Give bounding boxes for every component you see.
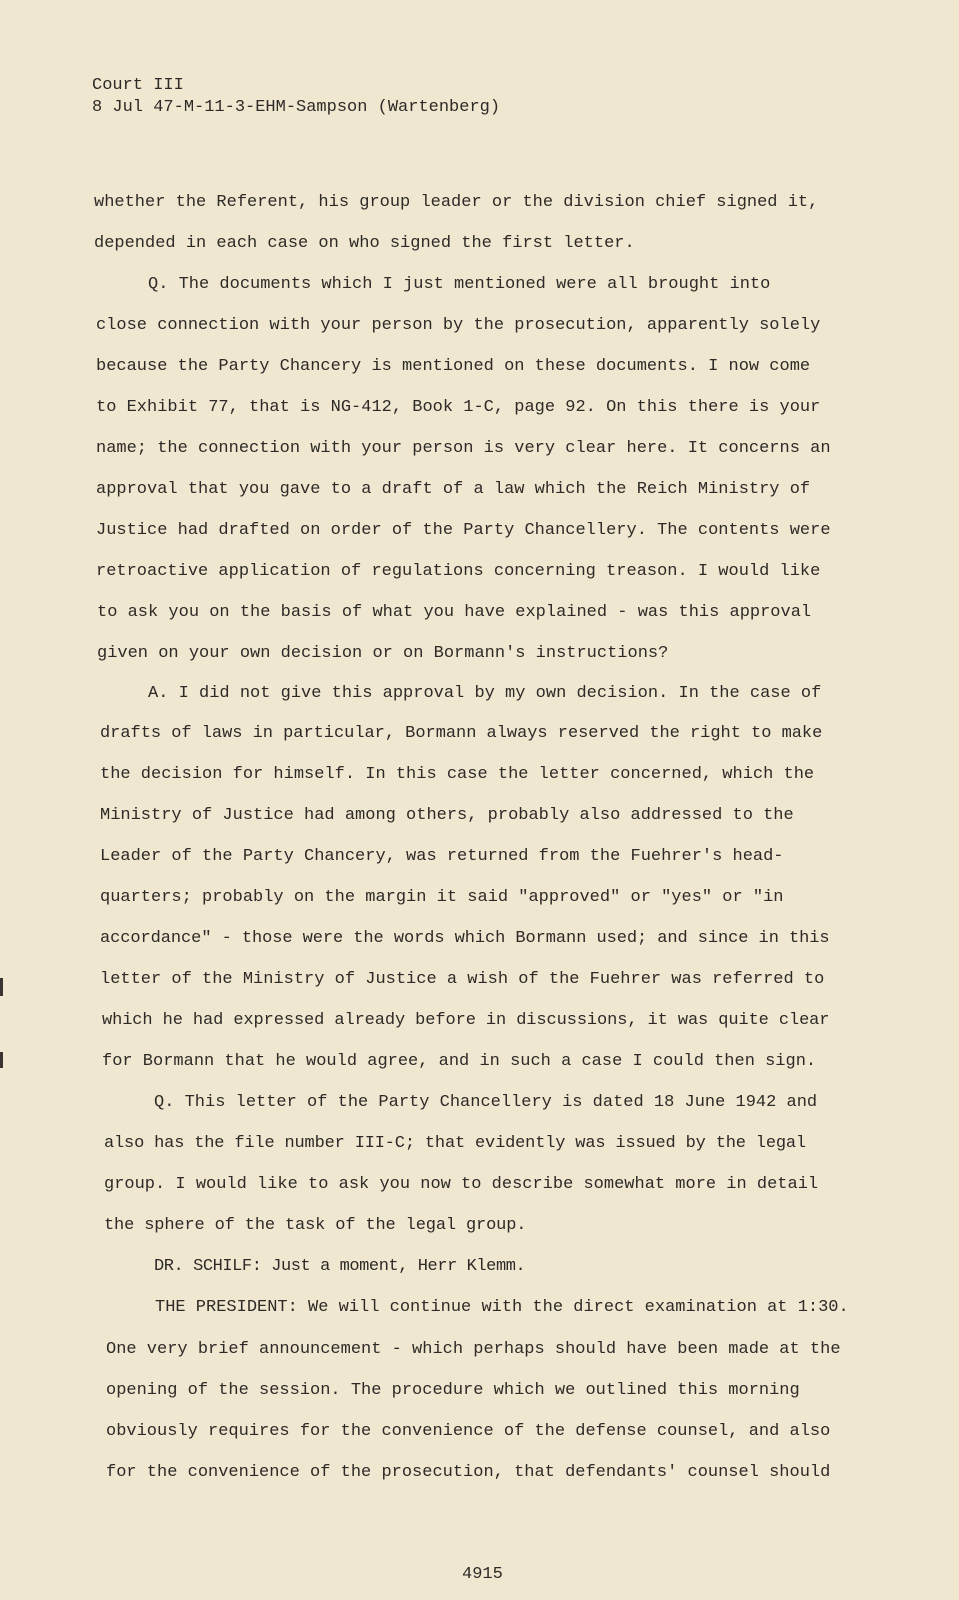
session-reference: 8 Jul 47-M-11-3-EHM-Sampson (Wartenberg) (92, 98, 501, 117)
transcript-line: THE PRESIDENT: We will continue with the direct examination at 1:30. (155, 1298, 849, 1317)
transcript-line: DR. SCHILF: Just a moment, Herr Klemm. (154, 1257, 526, 1276)
court-label: Court III (92, 76, 184, 95)
page-header (92, 75, 500, 119)
transcript-line: which he had expressed already before in discussions, it was quite clear (102, 1011, 830, 1030)
transcript-line: Ministry of Justice had among others, probably also addressed to the (100, 806, 794, 825)
transcript-line: to Exhibit 77, that is NG-412, Book 1-C, page 92. On this there is your (96, 398, 821, 417)
transcript-line: because the Party Chancery is mentioned on these documents. I now come (96, 357, 811, 376)
transcript-line: Q. The documents which I just mentioned were all brought into (148, 275, 771, 294)
transcript-line: Q. This letter of the Party Chancellery is dated 18 June 1942 and (154, 1093, 818, 1112)
transcript-line: the sphere of the task of the legal group. (104, 1216, 527, 1235)
page-number: 4915 (462, 1565, 503, 1584)
left-edge-mark (0, 1052, 3, 1068)
transcript-line: One very brief announcement - which perhaps should have been made at the (106, 1340, 841, 1359)
transcript-line: name; the connection with your person is very clear here. It concerns an (96, 439, 831, 458)
transcript-line: retroactive application of regulations concerning treason. I would like (96, 562, 821, 581)
transcript-line: obviously requires for the convenience of the defense counsel, and also (106, 1422, 831, 1441)
transcript-line: drafts of laws in particular, Bormann always reserved the right to make (100, 724, 823, 743)
transcript-line: approval that you gave to a draft of a law which the Reich Ministry of (96, 480, 811, 499)
transcript-line: letter of the Ministry of Justice a wish of the Fuehrer was referred to (100, 970, 825, 989)
transcript-line: opening of the session. The procedure which we outlined this morning (106, 1381, 800, 1400)
transcript-line: for the convenience of the prosecution, that defendants' counsel should (106, 1463, 831, 1482)
transcript-line: given on your own decision or on Bormann's instructions? (97, 644, 669, 663)
transcript-line: Leader of the Party Chancery, was returned from the Fuehrer's head- (100, 847, 784, 866)
transcript-line: quarters; probably on the margin it said "approved" or "yes" or "in (100, 888, 784, 907)
left-edge-mark (0, 978, 3, 996)
transcript-line: group. I would like to ask you now to describe somewhat more in detail (104, 1175, 819, 1194)
transcript-line: the decision for himself. In this case the letter concerned, which the (100, 765, 815, 784)
transcript-line: for Bormann that he would agree, and in such a case I could then sign. (102, 1052, 817, 1071)
transcript-line: close connection with your person by the prosecution, apparently solely (96, 316, 821, 335)
transcript-line: also has the file number III-C; that evidently was issued by the legal (104, 1134, 806, 1153)
transcript-line: A. I did not give this approval by my own decision. In the case of (148, 684, 822, 703)
transcript-line: to ask you on the basis of what you have explained - was this approval (97, 603, 812, 622)
transcript-line: depended in each case on who signed the first letter. (94, 234, 635, 253)
transcript-line: whether the Referent, his group leader or the division chief signed it, (94, 193, 819, 212)
transcript-line: Justice had drafted on order of the Party Chancellery. The contents were (96, 521, 831, 540)
transcript-line: accordance" - those were the words which Bormann used; and since in this (100, 929, 830, 948)
